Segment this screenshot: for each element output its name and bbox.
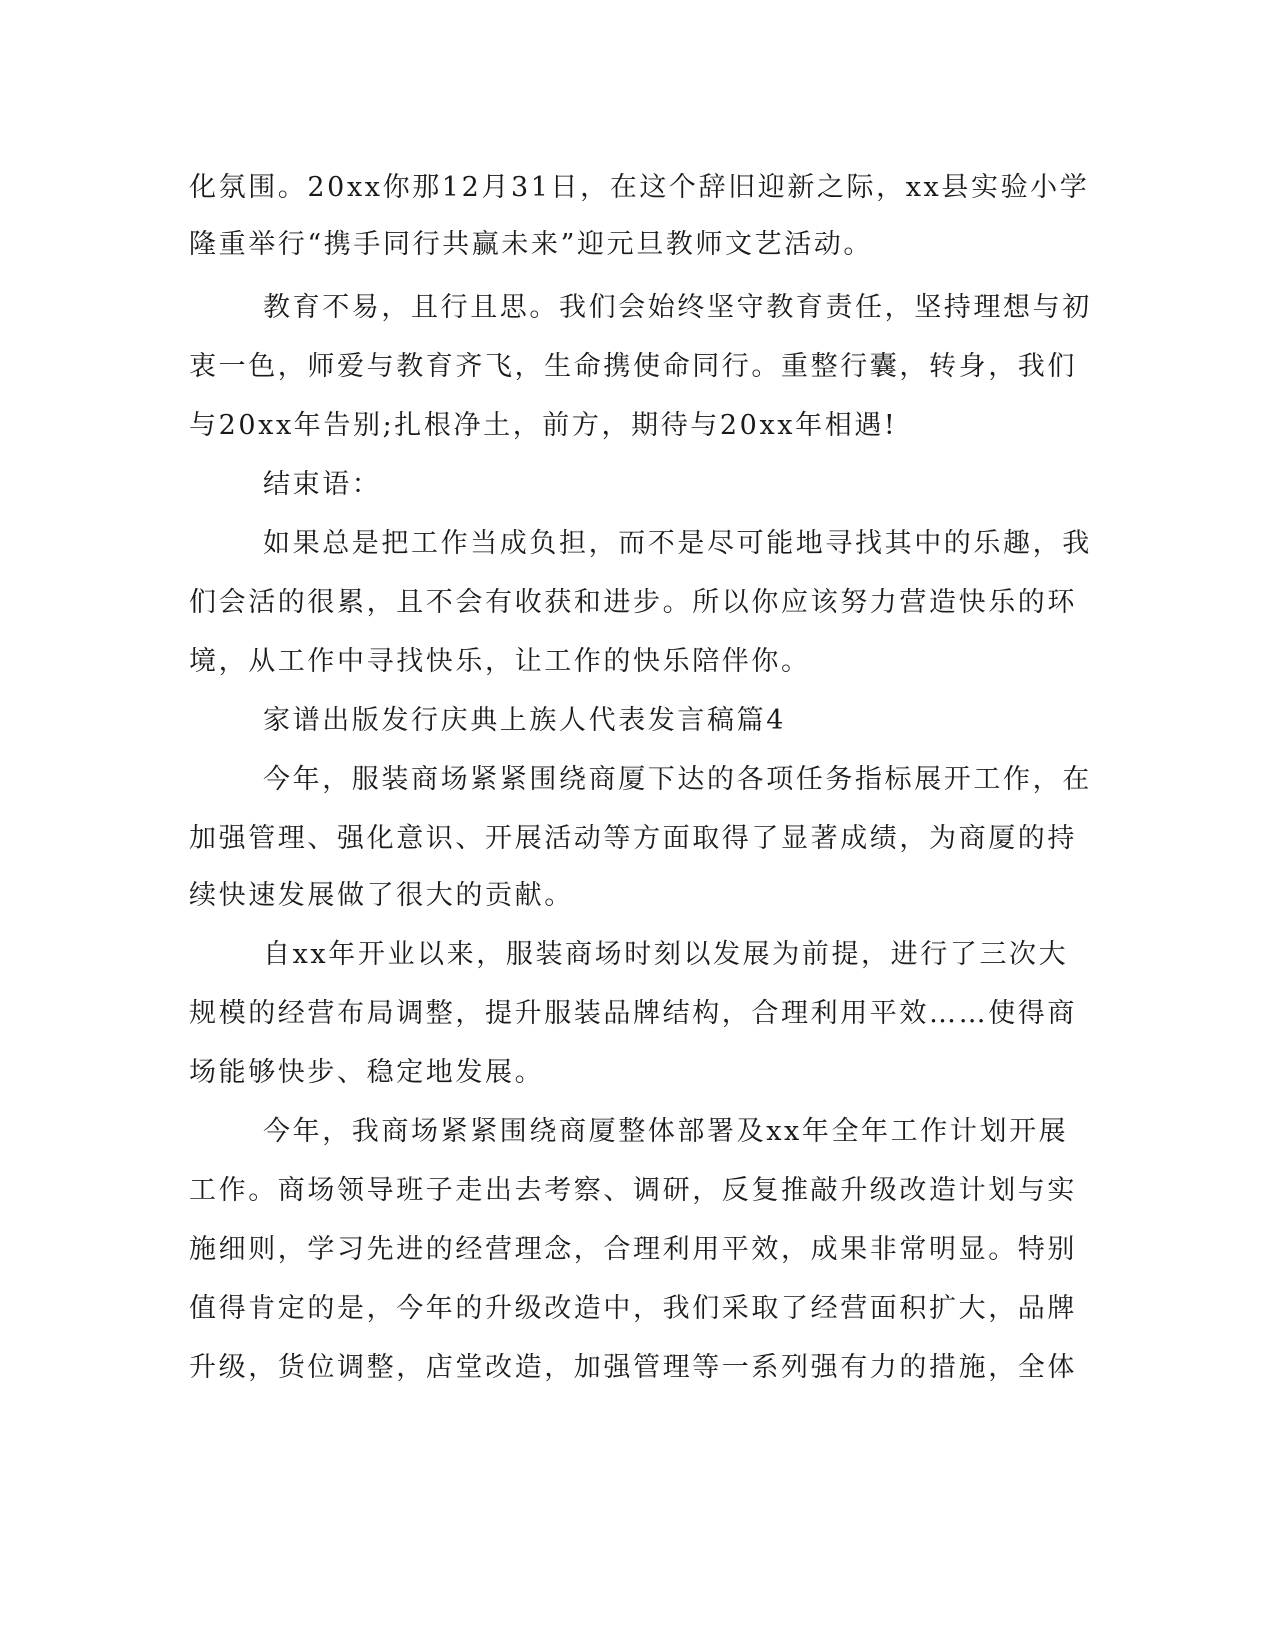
text-line-19: 施细则，学习先进的经营理念，合理利用平效，成果非常明显。特别: [189, 1234, 1077, 1265]
text-line-16: 场能够快步、稳定地发展。: [189, 1057, 545, 1088]
text-line-20: 值得肯定的是，今年的升级改造中，我们采取了经营面积扩大，品牌: [189, 1293, 1077, 1324]
text-line-14: 自xx年开业以来，服装商场时刻以发展为前提，进行了三次大: [263, 939, 1069, 970]
text-line-8: 们会活的很累，且不会有收获和进步。所以你应该努力营造快乐的环: [189, 587, 1077, 618]
text-line-4: 衷一色，师爱与教育齐飞，生命携使命同行。重整行囊，转身，我们: [189, 351, 1077, 382]
text-line-15: 规模的经营布局调整，提升服装品牌结构，合理利用平效……使得商: [189, 998, 1077, 1029]
text-line-1: 化氛围。20xx你那12月31日，在这个辞旧迎新之际，xx县实验小学: [189, 172, 1090, 203]
text-line-11: 今年，服装商场紧紧围绕商厦下达的各项任务指标展开工作，在: [263, 764, 1092, 795]
text-line-9: 境，从工作中寻找快乐，让工作的快乐陪伴你。: [189, 646, 811, 677]
text-line-12: 加强管理、强化意识、开展活动等方面取得了显著成绩，为商厦的持: [189, 823, 1077, 854]
text-line-21: 升级，货位调整，店堂改造，加强管理等一系列强有力的措施，全体: [189, 1352, 1077, 1383]
text-line-3: 教育不易，且行且思。我们会始终坚守教育责任，坚持理想与初: [263, 292, 1092, 323]
text-line-13: 续快速发展做了很大的贡献。: [189, 880, 574, 911]
text-line-17: 今年，我商场紧紧围绕商厦整体部署及xx年全年工作计划开展: [263, 1116, 1069, 1147]
text-line-2: 隆重举行“携手同行共赢未来”迎元旦教师文艺活动。: [189, 229, 874, 260]
text-line-5: 与20xx年告别;扎根净土，前方，期待与20xx年相遇!: [189, 410, 898, 441]
section-heading-part-4: 家谱出版发行庆典上族人代表发言稿篇4: [263, 705, 786, 736]
text-line-18: 工作。商场领导班子走出去考察、调研，反复推敲升级改造计划与实: [189, 1175, 1077, 1206]
text-line-7: 如果总是把工作当成负担，而不是尽可能地寻找其中的乐趣，我: [263, 528, 1092, 559]
section-heading-closing: 结束语：: [263, 469, 382, 500]
